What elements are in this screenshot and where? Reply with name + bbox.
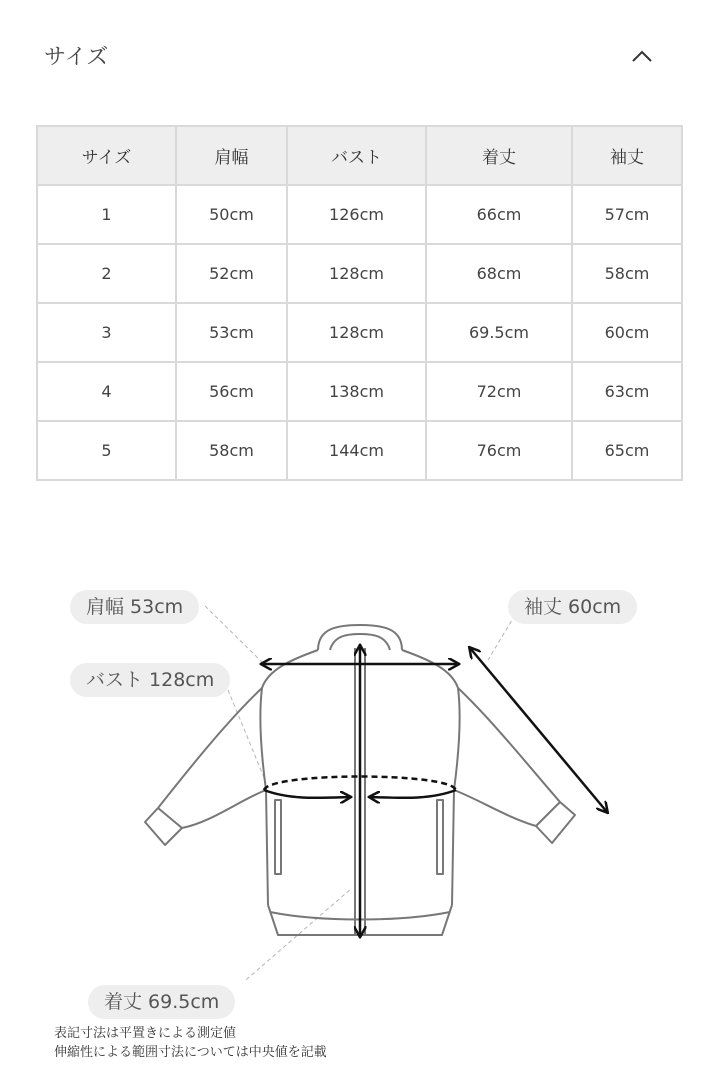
cell-size: 5 xyxy=(37,421,176,480)
cell-bust: 126cm xyxy=(287,185,426,244)
cell-shoulder: 56cm xyxy=(176,362,287,421)
table-row xyxy=(37,362,682,421)
chevron-up-icon[interactable] xyxy=(630,46,654,66)
cell-size: 2 xyxy=(37,244,176,303)
cell-size: 3 xyxy=(37,303,176,362)
col-header-bust: バスト xyxy=(287,126,426,185)
measurement-arrows xyxy=(262,646,607,936)
cell-bust: 128cm xyxy=(287,244,426,303)
cell-bust: 144cm xyxy=(287,421,426,480)
section-title: サイズ xyxy=(44,45,109,70)
shoulder-label: 肩幅 53cm xyxy=(70,590,199,624)
cell-size: 1 xyxy=(37,185,176,244)
cell-length: 76cm xyxy=(426,421,572,480)
table-row xyxy=(37,303,682,362)
cell-shoulder: 53cm xyxy=(176,303,287,362)
cell-length: 72cm xyxy=(426,362,572,421)
cell-shoulder: 52cm xyxy=(176,244,287,303)
bust-arrow-left xyxy=(264,790,350,798)
note-line: 表記寸法は平置きによる測定値 xyxy=(54,1026,237,1041)
cell-sleeve: 65cm xyxy=(572,421,682,480)
cell-shoulder: 58cm xyxy=(176,421,287,480)
cell-size: 4 xyxy=(37,362,176,421)
cell-length: 66cm xyxy=(426,185,572,244)
col-header-sleeve: 袖丈 xyxy=(572,126,682,185)
size-table xyxy=(36,125,683,481)
sleeve-label: 袖丈 60cm xyxy=(508,590,637,624)
measurement-illustration xyxy=(0,560,718,1013)
cell-sleeve: 60cm xyxy=(572,303,682,362)
cell-shoulder: 50cm xyxy=(176,185,287,244)
cell-length: 69.5cm xyxy=(426,303,572,362)
table-row xyxy=(37,421,682,480)
bust-arrow-right xyxy=(370,790,456,798)
col-header-shoulder: 肩幅 xyxy=(176,126,287,185)
cell-sleeve: 58cm xyxy=(572,244,682,303)
measurement-notes xyxy=(54,1024,327,1062)
cell-sleeve: 63cm xyxy=(572,362,682,421)
col-header-length: 着丈 xyxy=(426,126,572,185)
col-header-size: サイズ xyxy=(37,126,176,185)
table-row xyxy=(37,244,682,303)
cell-length: 68cm xyxy=(426,244,572,303)
bust-label: バスト 128cm xyxy=(70,663,230,697)
cell-bust: 138cm xyxy=(287,362,426,421)
note-line: 伸縮性による範囲寸法については中央値を記載 xyxy=(54,1045,327,1060)
table-row xyxy=(37,185,682,244)
length-label: 着丈 69.5cm xyxy=(88,985,235,1019)
size-section-header[interactable] xyxy=(0,0,718,110)
sleeve-arrow xyxy=(470,648,607,812)
table-header-row xyxy=(37,126,682,185)
cell-bust: 128cm xyxy=(287,303,426,362)
cell-sleeve: 57cm xyxy=(572,185,682,244)
